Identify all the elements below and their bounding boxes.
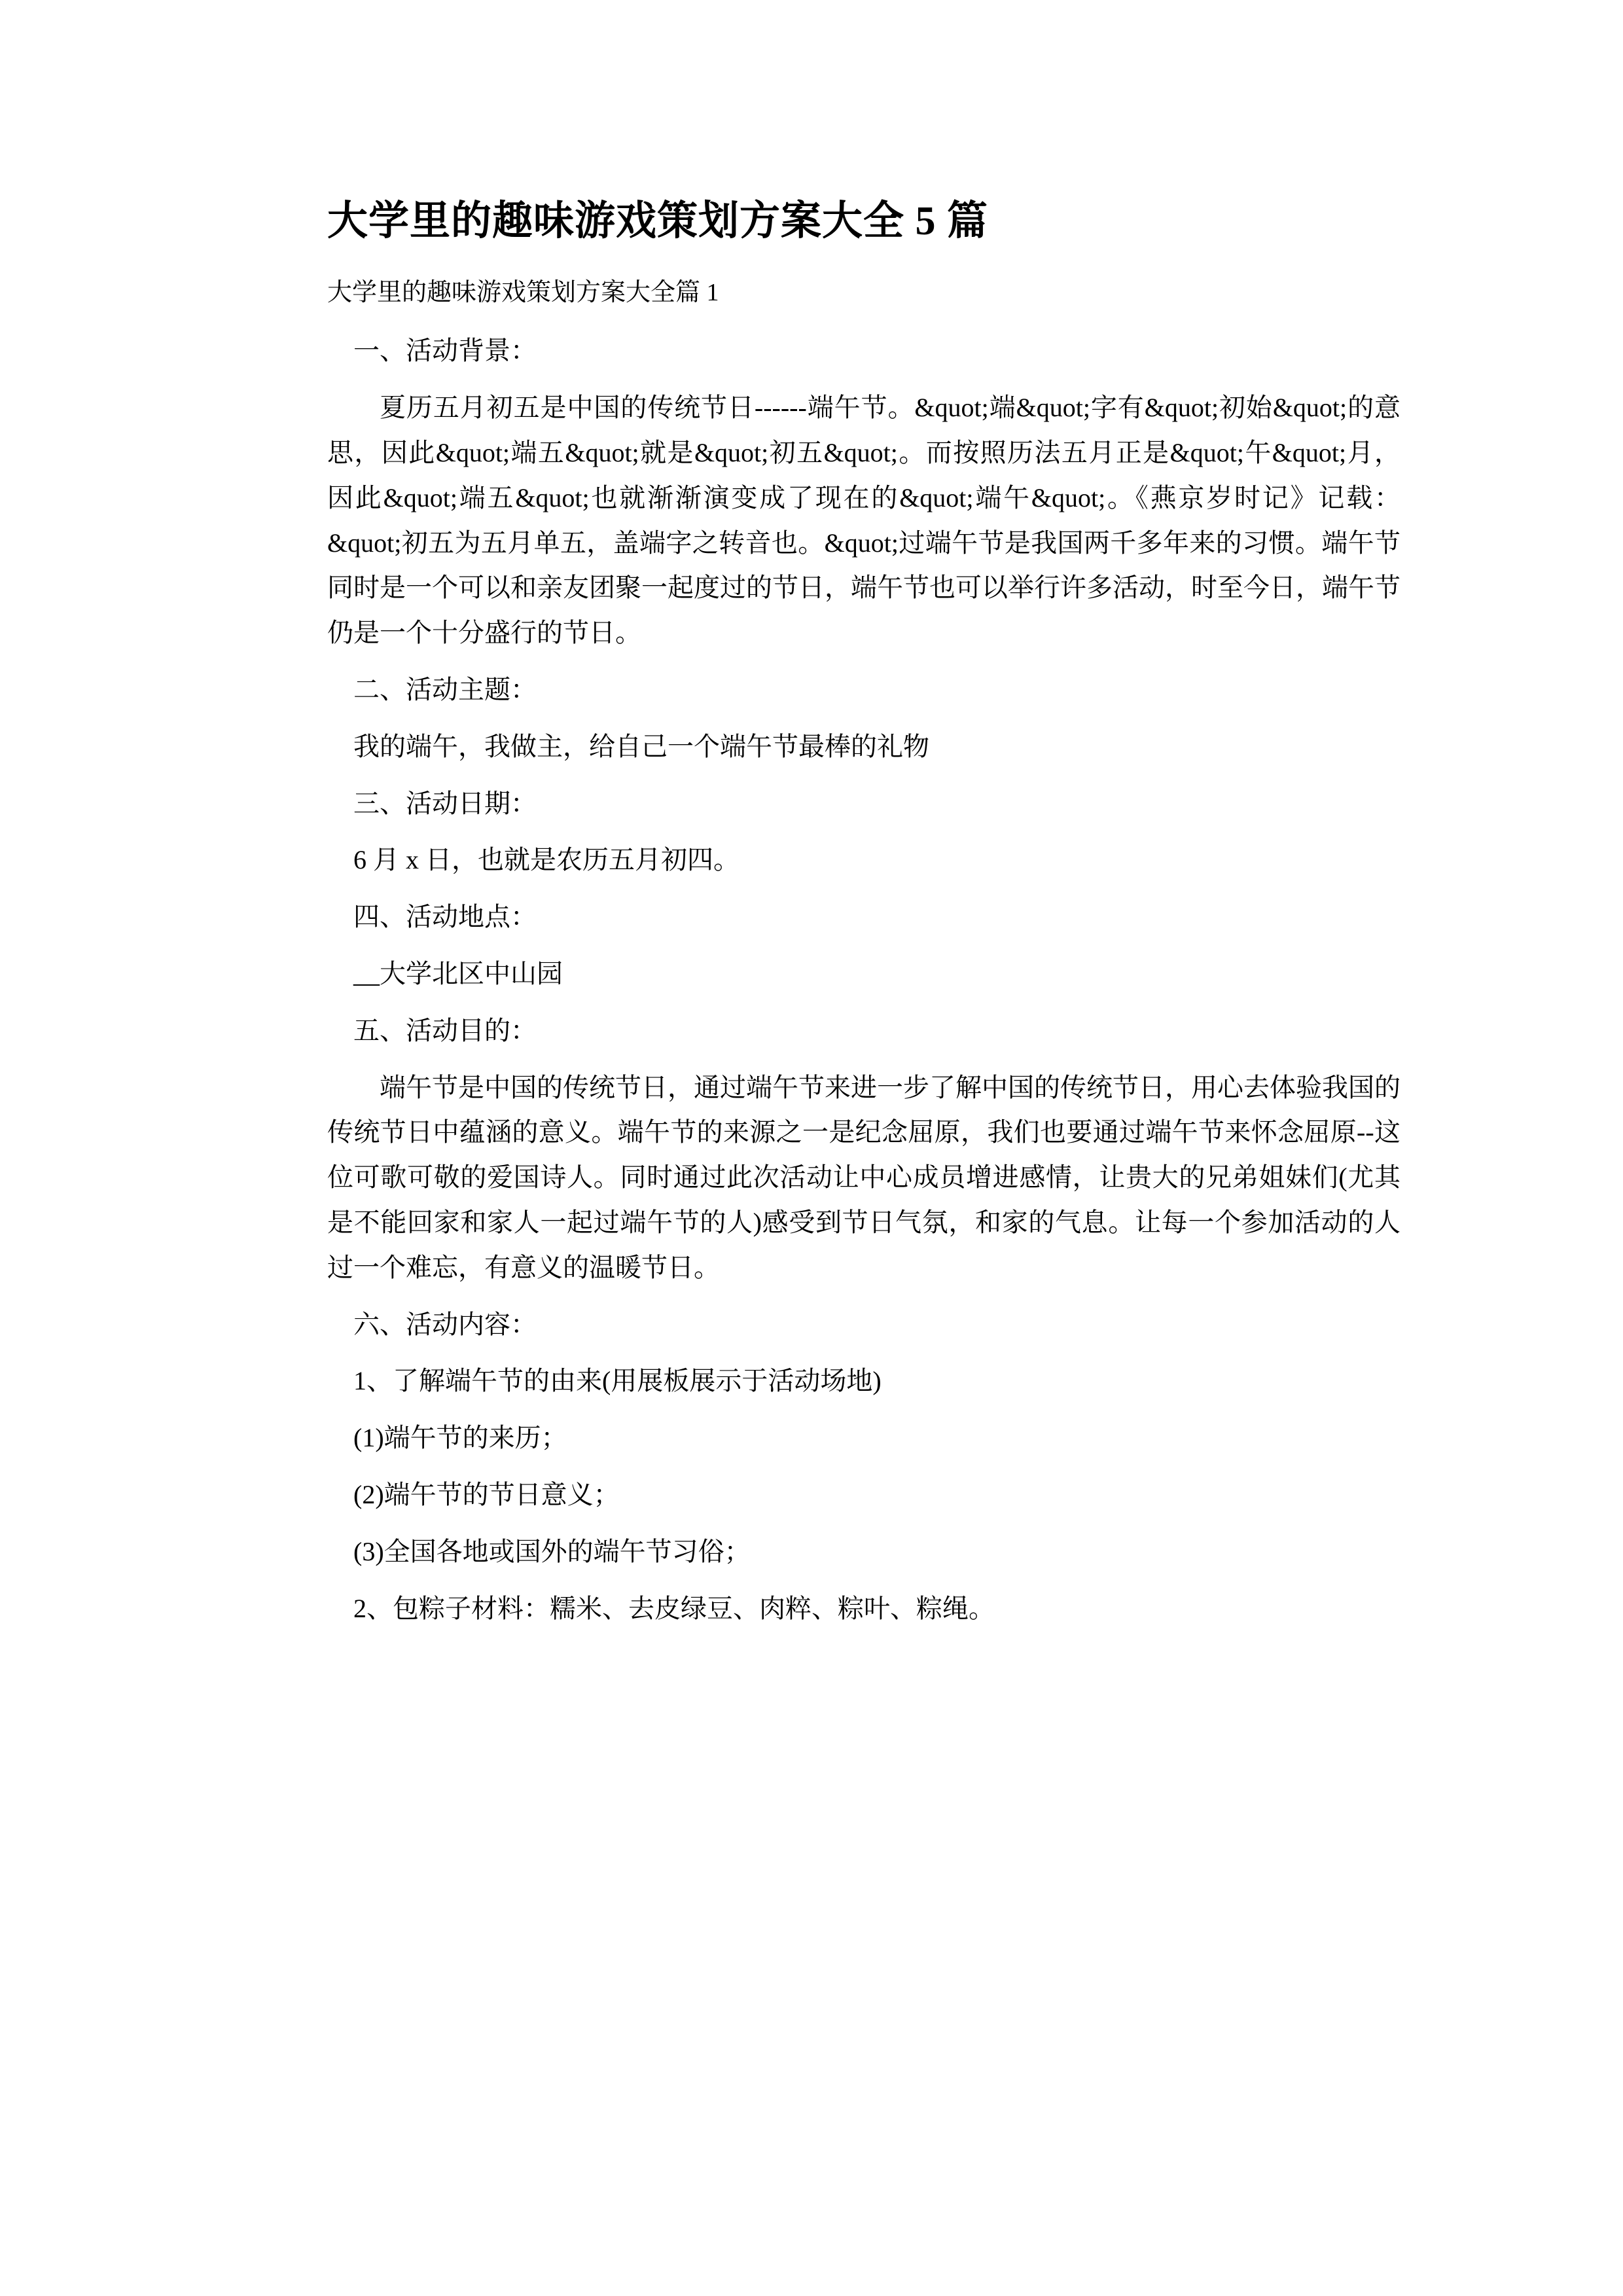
page-title: 大学里的趣味游戏策划方案大全 5 篇 bbox=[327, 199, 989, 243]
section-heading: 六、活动内容： bbox=[353, 1309, 537, 1339]
section-paragraph: 端午节是中国的传统节日，通过端午节来进一步了解中国的传统节日，用心去体验我国的传统节日中蕴涵的意义。端午节的来源之一是纪念屈原，我们也要通过端午节来怀念屈原--这位可歌可敬的爱国诗人。同时通过此次活动让中心成员增进感情，让贵大的兄弟姐妹们(尤其是不能回家和家人一起过端午节的人)感受到节日气氛，和家的气息。让每一个参加活动的人过一个难忘，有意义的温暖节日。 bbox=[327, 1072, 1400, 1282]
section-item: (3)全国各地或国外的端午节习俗； bbox=[353, 1536, 751, 1566]
section-item: (1)端午节的来历； bbox=[353, 1423, 567, 1453]
section-item: 2、包粽子材料：糯米、去皮绿豆、肉粹、粽叶、粽绳。 bbox=[353, 1593, 995, 1623]
section-heading: 三、活动日期： bbox=[353, 788, 537, 818]
section-heading: 二、活动主题： bbox=[353, 674, 537, 704]
section-heading: 五、活动目的： bbox=[353, 1015, 537, 1045]
section-item: (2)端午节的节日意义； bbox=[353, 1479, 620, 1509]
document-body bbox=[327, 329, 1400, 1631]
section-item: 1、了解端午节的由来(用展板展示于活动场地) bbox=[353, 1366, 882, 1396]
section-paragraph: 夏历五月初五是中国的传统节日------端午节。&quot;端&quot;字有&quot;初始&quot;的意思，因此&quot;端五&quot;就是&quot;初五&quot;。而按照历法五月正是&quot;午&quot;月，因此&quot;端五&quot;也就渐渐演变成了现在的&quot;端午&quot;。《燕京岁时记》记载：&quot;初五为五月单五，盖端字之转音也。&quot;过端午节是我国两千多年来的习惯。端午节同时是一个可以和亲友团聚一起度过的节日，端午节也可以举行许多活动，时至今日，端午节仍是一个十分盛行的节日。 bbox=[327, 393, 1400, 648]
document-subtitle: 大学里的趣味游戏策划方案大全篇 1 bbox=[327, 278, 719, 306]
section-heading: 一、活动背景： bbox=[353, 336, 537, 366]
section-heading: 四、活动地点： bbox=[353, 902, 537, 932]
section-item: 我的端午，我做主，给自己一个端午节最棒的礼物 bbox=[353, 731, 929, 761]
section-item: 6 月 x 日，也就是农历五月初四。 bbox=[353, 845, 740, 875]
section-item: __大学北区中山园 bbox=[353, 958, 563, 988]
